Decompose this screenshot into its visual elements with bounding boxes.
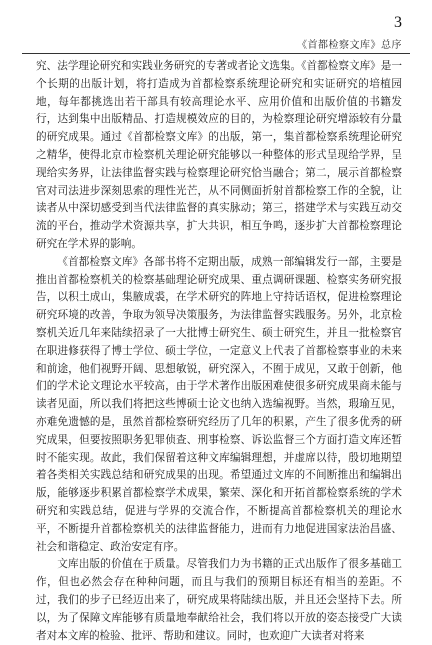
paragraph: 《首都检察文库》各部书将不定期出版，成熟一部编辑发行一部，主要是推出首都检察机关的检察基础理论研究成果、重点调研课题、检察实务研究报告，以积土成山，集腋成裘，在学术研究的阵地上守持话语权，促进检察理论研究环境的改善，争取为领导决策服务，为法律监督实践服务。另外，北京检察机关近几年来陆续招录了一大批博士研究生、硕士研究生，并且一批检察官在职进修获得了博士学位、硕士学位，一定意义上代表了首都检察事业的未来和前途，他们视野开阔、思想敏锐，研究深入，不囿于成见，又敢于创新，他们的学术论文理论水平较高，由于学术著作出版困难使很多研究成果商未能与读者见面，所以我们将把这些博硕士论文也纳入选编视野。当然，瑕瑜互见，亦难免遗憾的是，虽然首都检察研究经历了几年的积累，产生了很多优秀的研究成果，但要按照职务犯罪侦查、刑事检察、诉讼监督三个方面打造文库还暂时不能实现。故此，我们保留着这种文库编辑理想，并虚席以待，殷切地期望着各类相关实践总结和研究成果的出现。希望通过文库的不间断推出和编辑出版，能够逐步积累首都检察学术成果，繁荣、深化和开拓首都检察系统的学术研究和实践总结，促进与学界的交流合作，不断提高首都检察机关的理论水平，不断提升首都检察机关的法律监督能力，进而有力地促进国家法治昌盛、社会和谐稳定、政治安定有序。: [36, 255, 402, 553]
header-rule: [22, 53, 410, 54]
running-head: 《首都检察文库》总序: [297, 40, 402, 51]
paragraph-continued: 究、法学理论研究和实践业务研究的专著或者论文选集。《首都检察文库》是一个长期的出版计划，将打造成为首都检察系统理论研究和实证研究的培植园地，每年都挑选出若干部具有较高理论水平、应用价值和出版价值的书籍发行，达到集中出版精品、打造规模效应的目的，为检察理论研究增添较有分量的研究成果。通过《首都检察文库》的出版，第一，集首都检察系统理论研究之精华，使得北京市检察机关理论研究能够以一种整体的形式呈现给学界，呈现给实务界，让法律监督实践与检察理论研究恰当融合；第二，展示首都检察官对司法进步深刻思索的理性光芒，从不同侧面折射首都检察工作的全貌，让读者从中深切感受到当代法律监督的真实脉动；第三，搭建学术与实践互动交流的平台，推动学术资源共享，扩大共识，相互争鸣，逐步扩大首都检察理论研究在学术界的影响。: [36, 60, 402, 250]
body-text: [36, 58, 402, 645]
page-number: 3: [394, 14, 402, 31]
paragraph: 文库出版的价值在于质量。尽管我们力为书籍的正式出版作了很多基础工作，但也必然会存在种种问题，而且与我们的预期目标还有相当的差距。不过，我们的步子已经迈出来了，研究成果将陆续出版，并且还会坚持下去。所以，为了保障文库能够有质量地奉献给社会，我们将以开放的姿态接受广大读者对本文库的检验、批评、帮助和建议。同时，也欢迎广大读者对将来: [36, 558, 402, 642]
